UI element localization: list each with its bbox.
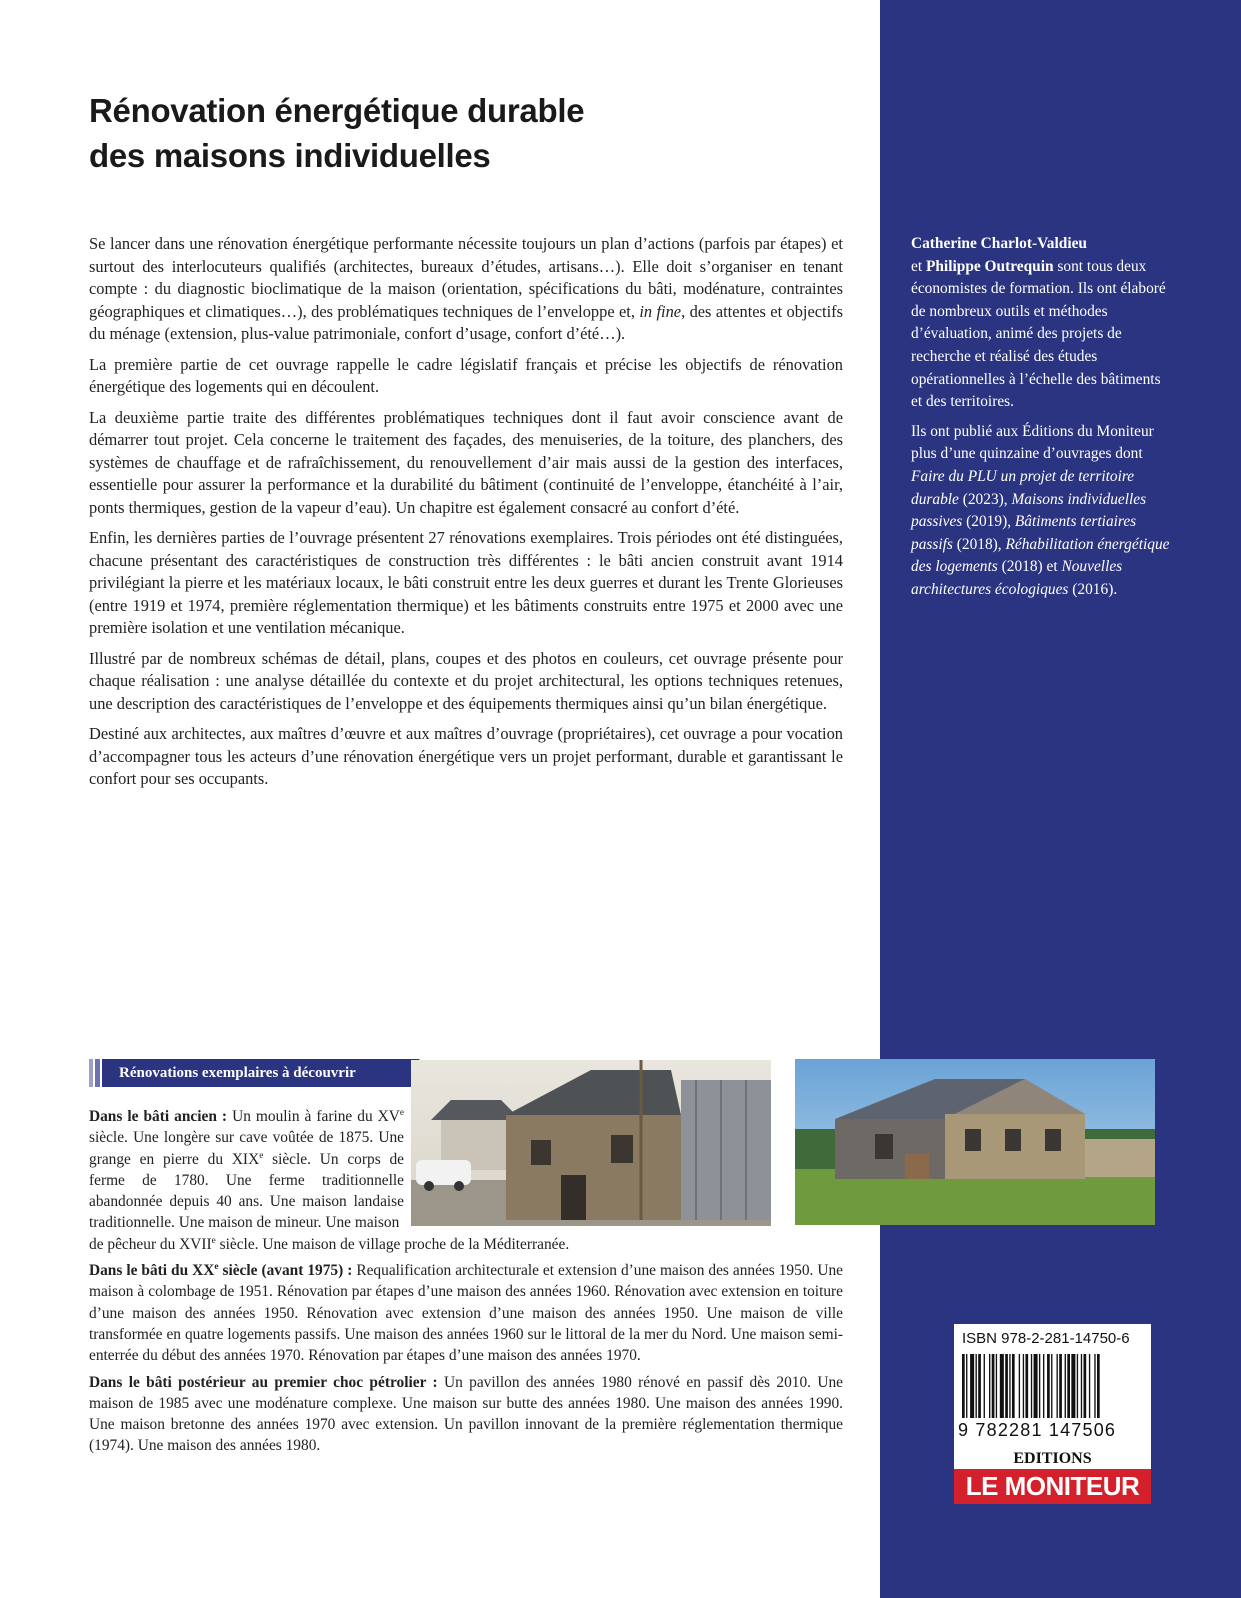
barcode-digits: 9 782281 147506 [958, 1420, 1117, 1440]
publisher-logo: LE MONITEUR [954, 1469, 1151, 1504]
examples-post-lead: Dans le bâti postérieur au premier choc pétrolier : [89, 1373, 438, 1391]
publisher-logo-top: EDITIONS [954, 1449, 1151, 1469]
examples-ancien-lead: Dans le bâti ancien : [89, 1108, 228, 1125]
barcode-bars [962, 1354, 1143, 1418]
author-publications: Ils ont publié aux Éditions du Moniteur plus d’une quinzaine d’ouvrages dont Faire du PLU un projet de territoire durable (2023), Maisons individuelles passives (2019), Bâtiments tertiaires passifs (2018), Réhabilitation énergétique des logements (2018) et Nouvelles architectures écologiques (2016). [911, 422, 1170, 598]
author-intro: Catherine Charlot-Valdieu et Philippe Outrequin sont tous deux économistes de formation. Ils ont élaboré de nombreux outils et méthodes d’évaluation, animé des projets de recherche et réalisé des études opérationnelles à l’échelle des bâtiments et des territoires. [911, 235, 1166, 411]
title-line-1: Rénovation énergétique durable [89, 92, 585, 129]
examples-xx-lead: Dans le bâti du XXe siècle (avant 1975) : [89, 1260, 353, 1280]
paragraph-6: Destiné aux architectes, aux maîtres d’œuvre et aux maîtres d’ouvrage (propriétaires), cet ouvrage a pour vocation d’accompagner tous les acteurs d’une rénovation énergétique vers un projet performant, durable et garantissant le confort pour ses occupants. [89, 724, 843, 788]
paragraph-4: Enfin, les dernières parties de l’ouvrage présentent 27 rénovations exemplaires. Trois périodes ont été distinguées, chacune présentant des caractéristiques de construction très différentes : le bâti ancien construit avant 1914 privilégiant la pierre et les matériaux locaux, le bâti construit entre les deux guerres et durant les Trente Glorieuses (entre 1919 et 1974, première réglementation thermique) et les bâtiments construits entre 1975 et 2000 avec une première isolation et une ventilation mécanique. [89, 528, 843, 637]
book-description [89, 233, 843, 799]
examples-list [89, 1106, 843, 1462]
title-line-2: des maisons individuelles [89, 137, 491, 174]
paragraph-1: Se lancer dans une rénovation énergétique performante nécessite toujours un plan d’actions (parfois par étapes) et surtout des interlocuteurs qualifiés (architectes, bureaux d’études, artisans…). Elle doit s’organiser en tenant compte : du diagnostic bioclimatique de la maison (orientation, spécifications du bâti, modénature, contraintes géographiques et climatiques…), des problématiques techniques de l’enveloppe et, in fine, des attentes et objectifs du ménage (extension, plus-value patrimoniale, confort d’usage, confort d’été…). [89, 234, 843, 343]
paragraph-3: La deuxième partie traite des différentes problématiques techniques dont il faut avoir conscience avant de démarrer tout projet. Cela concerne le traitement des façades, des menuiseries, de la toiture, des planchers, des systèmes de chauffage et de rafraîchissement, du renouvellement d’air mais aussi de la gestion des interfaces, essentielle pour assurer la performance et la durabilité du bâtiment (continuité de l’enveloppe, étanchéité à l’air, ponts thermiques, gestion de la vapeur d’eau). Un chapitre est également consacré au confort d’été. [89, 407, 843, 517]
photo-renovated-house [795, 1059, 1155, 1225]
paragraph-2: La première partie de cet ouvrage rappelle le cadre législatif français et précise les objectifs de rénovation énergétique des logements qui en découlent. [89, 354, 843, 396]
examples-ancien: Dans le bâti ancien : Un moulin à farine du XVe siècle. Une longère sur cave voûtée de 1875. Une grange en pierre du XIXe siècle. Un corps de ferme de 1780. Une ferme traditionnelle abandonnée depuis 40 ans. Une maison landaise traditionnelle. Une maison de mineur. Une maison [89, 1106, 405, 1232]
author-name-2: Philippe Outrequin [925, 257, 1054, 275]
author-bio [911, 233, 1171, 609]
examples-ancien-continued: de pêcheur du XVIIe siècle. Une maison de village proche de la Méditerranée. [89, 1234, 570, 1253]
isbn-number: ISBN 978-2-281-14750-6 [962, 1330, 1130, 1347]
book-title [89, 88, 849, 178]
paragraph-5: Illustré par de nombreux schémas de détail, plans, coupes et des photos en couleurs, cet ouvrage présente pour chaque réalisation : une analyse détaillée du contexte et du projet architectural, les options techniques retenues, une description des caractéristiques de l’enveloppe et des équipements thermiques ainsi qu’un bilan énergétique. [89, 648, 843, 713]
banner-label: Rénovations exemplaires à découvrir [119, 1065, 356, 1081]
isbn-barcode [954, 1324, 1151, 1449]
examples-xx-century: Dans le bâti du XXe siècle (avant 1975) : Requalification architecturale et extension d’une maison des années 1950. Une maison à colombage de 1951. Rénovation par étapes d’une maison des années 1960. Rénovation avec extension en toiture d’une maison des années 1950. Rénovation avec extension d’une maison des années 1950. Une maison de ville transformée en quatre logements passifs. Une maison des années 1960 sur le littoral de la mer du Nord. Une maison semi-enterrée du début des années 1970. Rénovation par étapes d’une maison des années 1970. [89, 1260, 843, 1365]
examples-post-oil-shock: Dans le bâti postérieur au premier choc pétrolier : Un pavillon des années 1980 rénové en passif dès 2010. Une maison de 1985 avec une modénature complexe. Une maison sur butte des années 1980. Une maison des années 1990. Une maison bretonne des années 1970 avec extension. Un pavillon innovant de la première réglementation thermique (1974). Une maison des années 1980. [89, 1373, 843, 1455]
author-name-1: Catherine Charlot-Valdieu [911, 235, 1087, 252]
examples-banner [89, 1059, 431, 1087]
